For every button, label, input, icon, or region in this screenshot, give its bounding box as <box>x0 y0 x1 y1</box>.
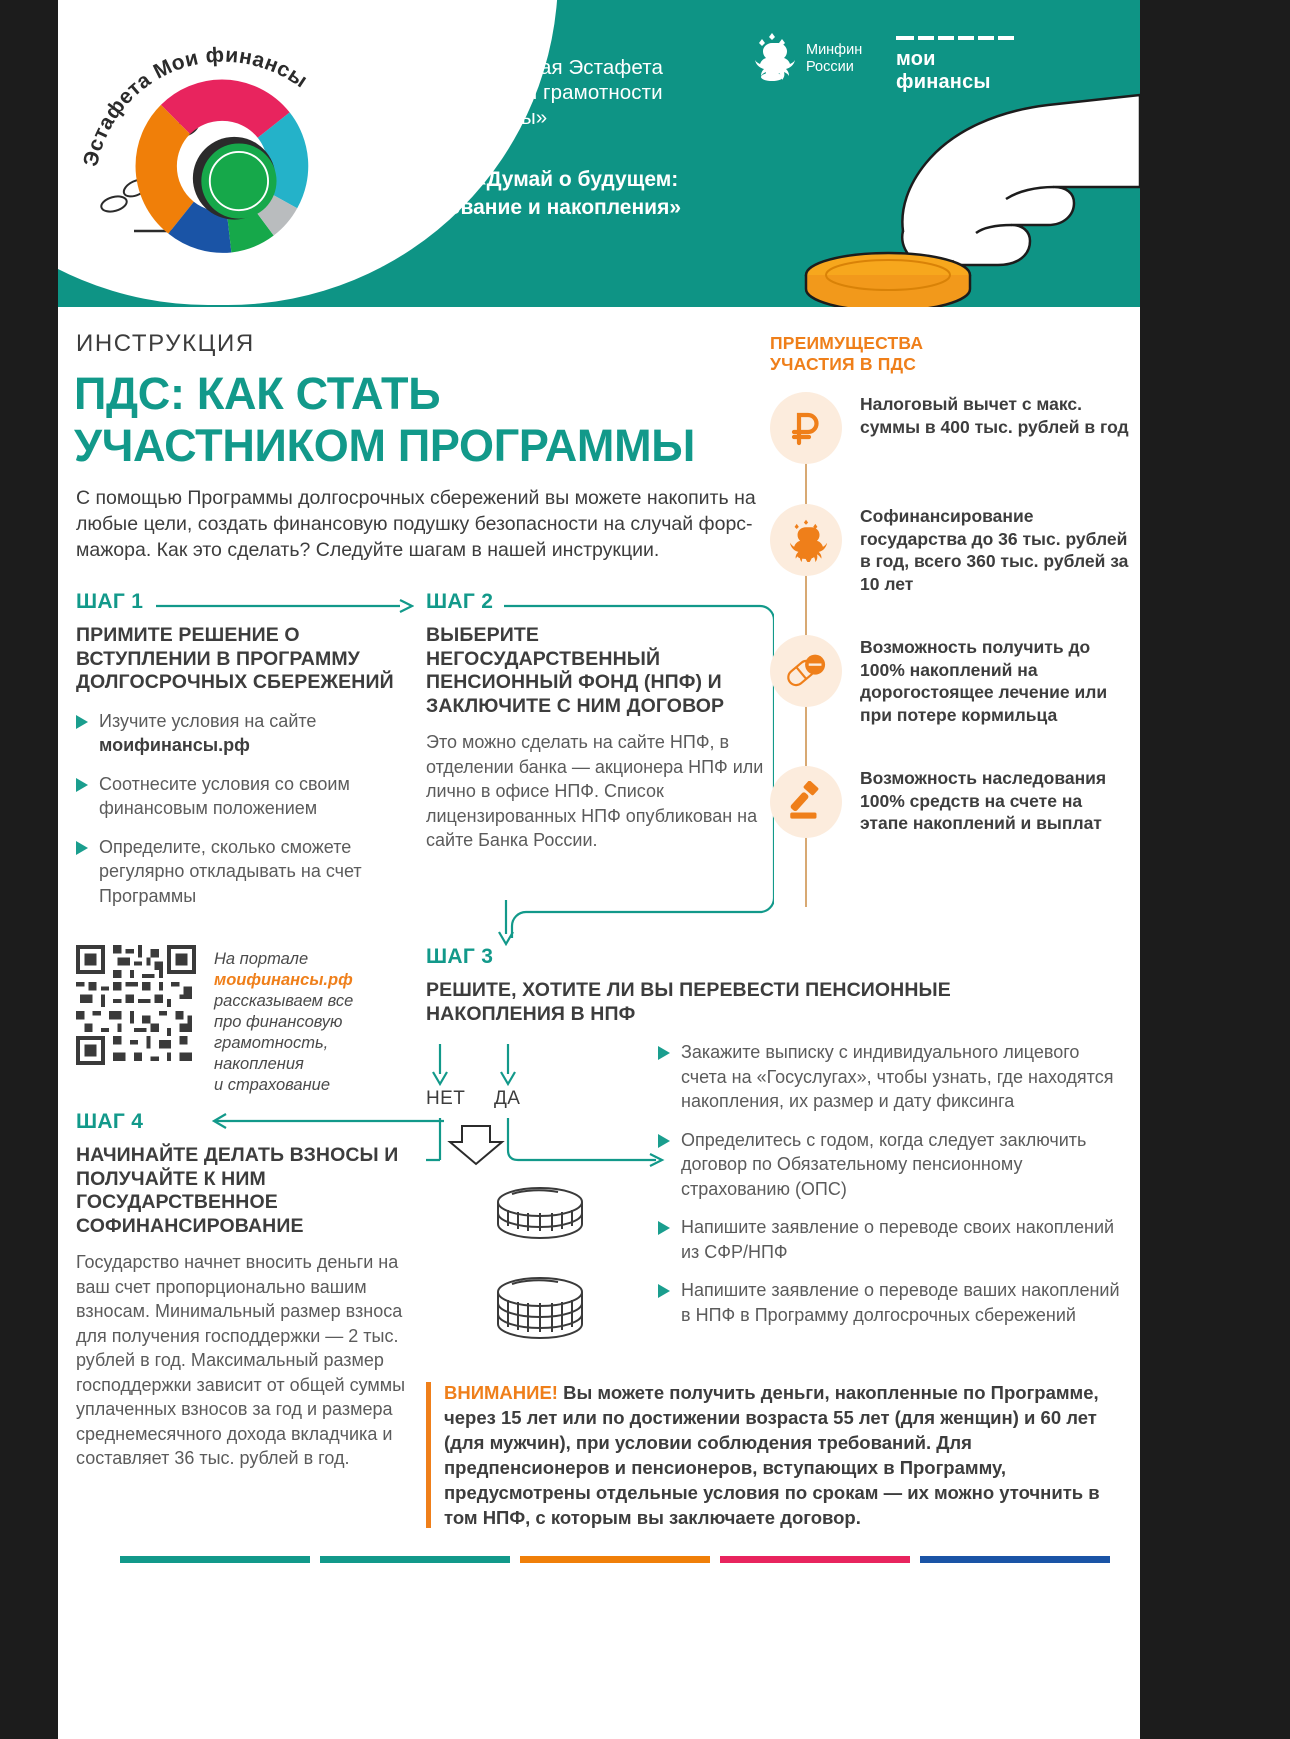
attention-text <box>444 1380 1126 1530</box>
logo-donut-chart <box>128 72 316 260</box>
decision-label-no: НЕТ <box>426 1088 466 1109</box>
qr-caption-line-6: накопления <box>214 1055 304 1073</box>
step-3-tag: ШАГ 3 <box>426 945 494 968</box>
page-title-line-1: ПДС: КАК СТАТЬ <box>74 368 441 419</box>
minfin-label-line-2: России <box>806 59 854 75</box>
triangle-bullet-icon <box>76 841 88 855</box>
footer-strip <box>58 1556 1140 1739</box>
bullet-text: Напишите заявление о переводе своих накоплений из СФР/НПФ <box>681 1217 1115 1262</box>
benefits-title-line-2: УЧАСТИЯ В ПДС <box>770 354 917 374</box>
triangle-bullet-icon <box>658 1046 670 1060</box>
hand-with-coins-icon <box>748 85 1140 307</box>
stage-title <box>390 166 810 222</box>
qr-block <box>76 945 374 1096</box>
stage-title-line-1: «Думай о будущем: <box>474 168 679 191</box>
benefit-item <box>770 392 1130 464</box>
decision-label-yes: ДА <box>494 1088 521 1109</box>
bullet-site-link[interactable]: моифинансы.рф <box>99 735 250 755</box>
step-1-bullets <box>76 709 421 909</box>
bullet-text: Определитесь с годом, когда следует заключить договор по Обязательному пенсионному страхованию (ОПС) <box>681 1129 1087 1199</box>
list-item <box>658 1040 1128 1114</box>
poster-sheet <box>58 0 1140 1556</box>
list-item <box>658 1278 1128 1327</box>
triangle-bullet-icon <box>658 1284 670 1298</box>
footer-bar-teal <box>120 1556 310 1563</box>
bullet-text: Закажите выписку с индивидуального лицевого счета на «Госуслугах», чтобы узнать, где находятся накопления, их размер и дату фиксинга <box>681 1042 1114 1111</box>
benefit-item <box>770 766 1130 838</box>
attention-box <box>426 1380 1126 1530</box>
benefits-list <box>770 392 1130 838</box>
list-item <box>76 835 421 909</box>
benefit-text: Софинансирование государства до 36 тыс. рублей в год, всего 360 тыс. рублей за 10 лет <box>860 506 1129 594</box>
poster-header <box>58 0 1140 307</box>
qr-site-link[interactable]: моифинансы.рф <box>214 971 353 989</box>
attention-label: ВНИМАНИЕ! <box>444 1382 558 1403</box>
ruble-icon <box>770 392 842 464</box>
triangle-bullet-icon <box>658 1134 670 1148</box>
qr-code-icon[interactable] <box>76 945 196 1065</box>
step-1-tag: ШАГ 1 <box>76 590 144 613</box>
estafeta-logo <box>78 18 348 258</box>
footer-bar-blue <box>920 1556 1110 1563</box>
step-4-tag: ШАГ 4 <box>76 1110 144 1133</box>
step-1-to-step-2-arrow <box>156 598 414 614</box>
benefit-item <box>770 635 1130 726</box>
program-line-1: Всероссийская <box>390 31 536 54</box>
bullet-text: Соотнесите условия со своим финансовым положением <box>99 773 350 818</box>
step-3-title: РЕШИТЕ, ХОТИТЕ ЛИ ВЫ ПЕРЕВЕСТИ ПЕНСИОННЫЕ НАКОПЛЕНИЯ В НПФ <box>426 979 951 1025</box>
stage-title-line-2: страхование и накопления» <box>390 196 681 219</box>
list-item <box>658 1128 1128 1202</box>
step-4-block <box>76 1110 421 1471</box>
step-4-title: НАЧИНАЙТЕ ДЕЛАТЬ ВЗНОСЫ И ПОЛУЧАЙТЕ К НИМ ГОСУДАРСТВЕННОЕ СОФИНАНСИРОВАНИЕ <box>76 1144 399 1237</box>
step-2-body: Это можно сделать на сайте НПФ, в отделении банка — акционера НПФ или лично в офисе НПФ. Список лицензированных НПФ опубликован на сайте Банка России. <box>426 732 764 850</box>
footer-bar-teal-2 <box>320 1556 510 1563</box>
program-line-4: «Мои финансы» <box>390 106 548 129</box>
program-line-2: просветительская Эстафета <box>390 56 663 79</box>
step-2-title: ВЫБЕРИТЕ НЕГОСУДАРСТВЕННЫЙ ПЕНСИОННЫЙ ФОНД (НПФ) И ЗАКЛЮЧИТЕ С НИМ ДОГОВОР <box>426 624 725 717</box>
coat-of-arms-icon <box>748 30 796 88</box>
step-4-body: Государство начнет вносить деньги на ваш счет пропорционально вашим взносам. Минимальный размер взноса для получения господдержки — 2 тыс. рублей в год. Максимальный размер господдержки зависит от общей суммы уплаченных взносов за год и размера среднемесячного дохода вкладчика и составляет 36 тыс. рублей в год. <box>76 1252 406 1468</box>
step-3-block <box>426 945 1126 1026</box>
step-2-to-step-3-connector <box>504 598 774 938</box>
benefit-text: Возможность получить до 100% накоплений на дорогостоящее лечение или при потере кормильца <box>860 637 1108 725</box>
qr-caption-line-3: рассказываем все <box>214 992 354 1010</box>
minfin-label-line-1: Минфин <box>806 42 863 58</box>
coin-stacks-icon <box>490 1180 600 1360</box>
page-title <box>74 368 774 472</box>
step-3-bullets <box>658 1040 1128 1341</box>
coat-of-arms-icon <box>770 504 842 576</box>
minfin-logo <box>748 30 862 88</box>
instruction-label: ИНСТРУКЦИЯ <box>76 330 255 357</box>
program-description <box>390 30 790 130</box>
logo-arc-label: Эстафета Мои финансы <box>79 43 312 169</box>
list-item <box>658 1215 1128 1264</box>
gavel-icon <box>770 766 842 838</box>
benefits-title <box>770 333 1020 375</box>
attention-body: Вы можете получить деньги, накопленные по Программе, через 15 лет или по достижении возраста 55 лет (для женщин) и 60 лет (для мужчин), при условии соблюдения требований. Для предпенсионеров и пенсионеров, вступающих в Программу, предусмотрены отдельные условия по срокам — их можно уточнить в том НПФ, с которым вы заключаете договор. <box>444 1382 1100 1528</box>
benefit-item <box>770 504 1130 595</box>
triangle-bullet-icon <box>76 715 88 729</box>
stage-prefix: Этап VI: <box>390 168 470 191</box>
page-title-line-2: УЧАСТНИКОМ ПРОГРАММЫ <box>74 420 696 471</box>
triangle-bullet-icon <box>658 1221 670 1235</box>
qr-caption <box>214 945 374 1096</box>
benefits-title-line-1: ПРЕИМУЩЕСТВА <box>770 333 924 353</box>
qr-caption-line-7: и страхование <box>214 1076 331 1094</box>
brand-bars-icon <box>896 36 1021 40</box>
benefit-text: Налоговый вычет с макс. суммы в 400 тыс. рублей в год <box>860 394 1129 437</box>
bullet-text: Изучите условия на сайте <box>99 710 317 731</box>
program-line-3: по финансовой грамотности <box>390 81 663 104</box>
qr-caption-line-1: На портале <box>214 950 309 968</box>
footer-bar-pink <box>720 1556 910 1563</box>
list-item <box>76 772 421 821</box>
step-1-title: ПРИМИТЕ РЕШЕНИЕ О ВСТУПЛЕНИИ В ПРОГРАММУ ДОЛГОСРОЧНЫХ СБЕРЕЖЕНИЙ <box>76 624 394 693</box>
pills-icon <box>770 635 842 707</box>
step-1-block <box>76 590 421 922</box>
step-2-block <box>426 590 766 853</box>
intro-paragraph: С помощью Программы долгосрочных сбережений вы можете накопить на любые цели, создать финансовую подушку безопасности на случай форс-мажора. Как это сделать? Следуйте шагам в нашей инструкции. <box>76 487 756 561</box>
list-item <box>76 709 421 758</box>
qr-caption-line-4: про финансовую <box>214 1013 343 1031</box>
step-3-entry-arrow <box>494 900 518 946</box>
qr-caption-line-5: грамотность, <box>214 1034 329 1052</box>
benefit-text: Возможность наследования 100% средств на счете на этапе накоплений и выплат <box>860 768 1107 833</box>
brand-word: мои финансы <box>896 48 991 93</box>
step-2-tag: ШАГ 2 <box>426 590 494 613</box>
footer-bar-orange <box>520 1556 710 1563</box>
bullet-text: Определите, сколько сможете регулярно откладывать на счет Программы <box>99 836 362 906</box>
bullet-text: Напишите заявление о переводе ваших накоплений в НПФ в Программу долгосрочных сбережений <box>681 1280 1120 1325</box>
triangle-bullet-icon <box>76 778 88 792</box>
